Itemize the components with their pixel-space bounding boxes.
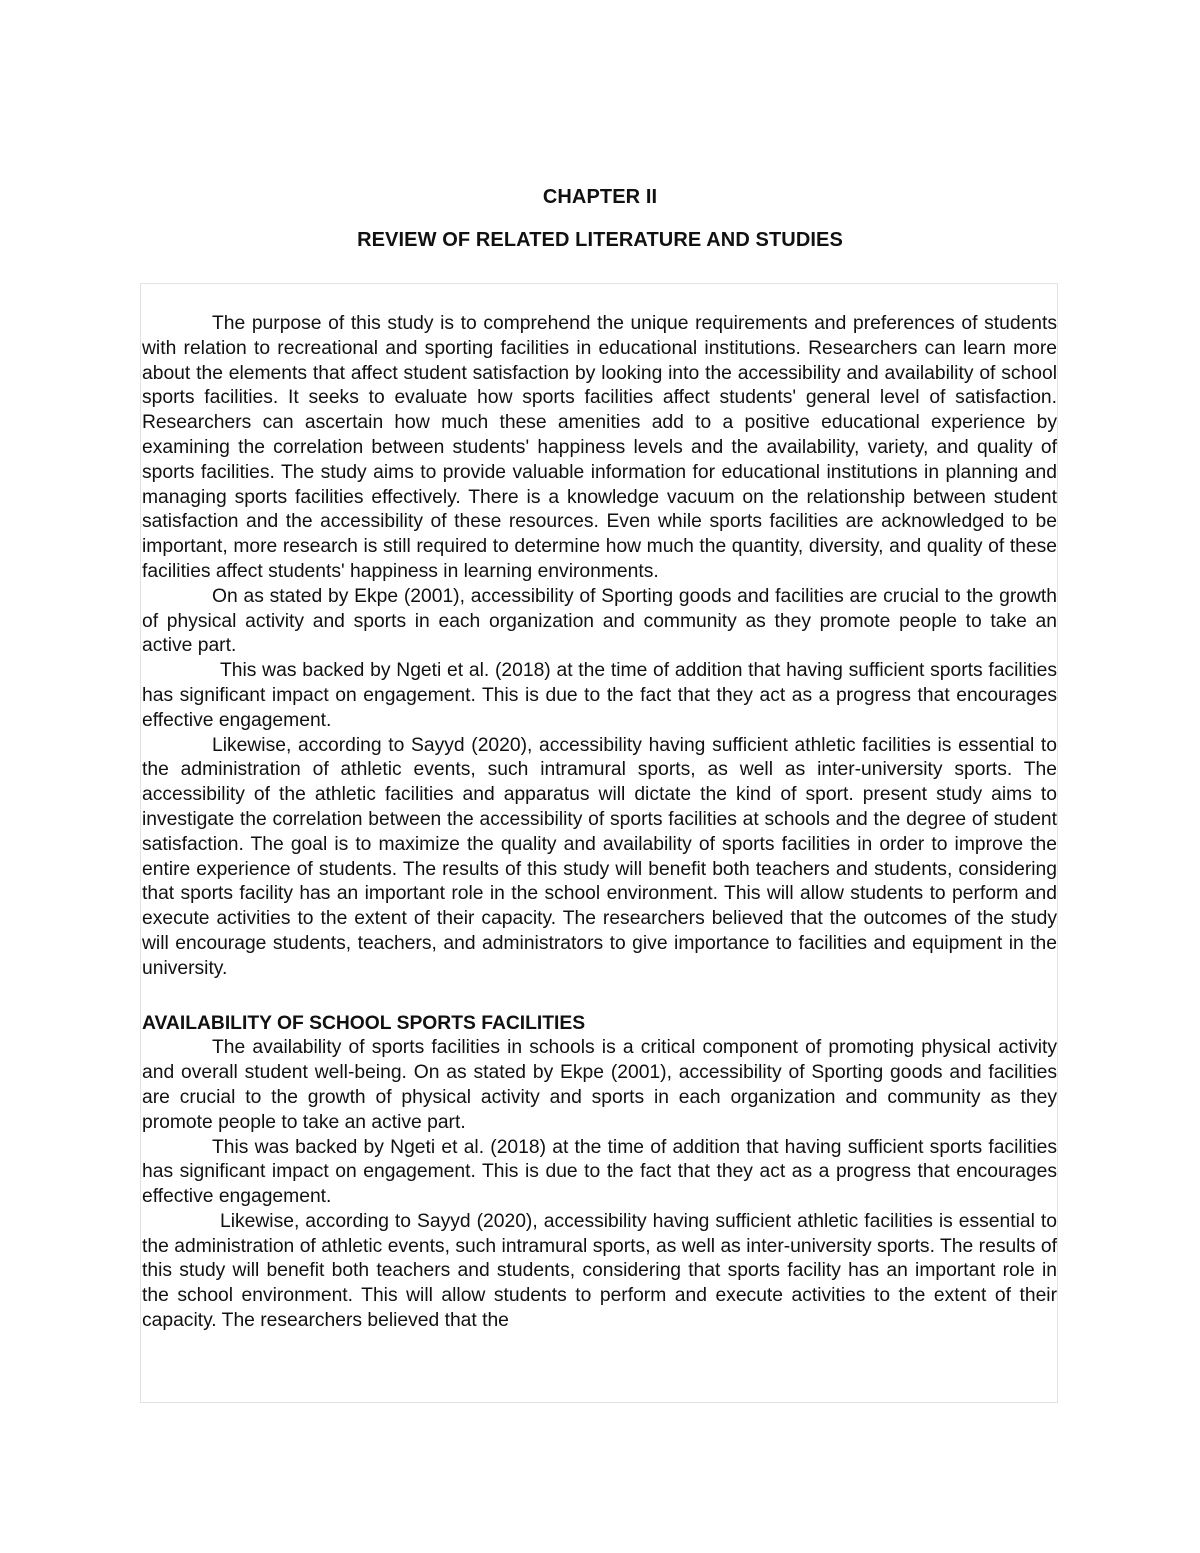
- chapter-number: CHAPTER II: [542, 186, 658, 208]
- section-paragraph-2: This was backed by Ngeti et al. (2018) at the time of addition that having sufficient sports facilities has significant impact on engagement. This is due to the fact that they act as a progress that encourages effective engagement.: [142, 1136, 1057, 1208]
- intro-paragraph-3: This was backed by Ngeti et al. (2018) at the time of addition that having sufficient sports facilities has significant impact on engagement. This is due to the fact that they act as a progress that encourages effective engagement.: [142, 660, 1057, 731]
- section-heading-availability: AVAILABILITY OF SCHOOL SPORTS FACILITIES: [142, 1012, 586, 1034]
- intro-paragraph-2: On as stated by Ekpe (2001), accessibility of Sporting goods and facilities are crucial to the growth of physical activity and sports in each organization and community as they promote people to take an active part.: [142, 585, 1057, 657]
- intro-paragraph-4: Likewise, according to Sayyd (2020), accessibility having sufficient athletic facilities is essential to the administration of athletic events, such intramural sports, as well as inter-university sports. The accessibility of the athletic facilities and apparatus will dictate the kind of sport. present study aims to investigate the correlation between the accessibility of sports facilities at schools and the degree of student satisfaction. The goal is to maximize the quality and availability of sports facilities in order to improve the entire experience of students. The results of this study will benefit both teachers and students, considering that sports facility has an important role in the school environment. This will allow students to perform and execute activities to the extent of their capacity. The researchers believed that the outcomes of the study will encourage students, teachers, and administrators to give importance to facilities and equipment in the university.: [142, 734, 1057, 979]
- section-paragraph-3: Likewise, according to Sayyd (2020), accessibility having sufficient athletic facilities is essential to the administration of athletic events, such intramural sports, as well as inter-university sports. The results of this study will benefit both teachers and students, considering that sports facility has an important role in the school environment. This will allow students to perform and execute activities to the extent of their capacity. The researchers believed that the: [142, 1210, 1057, 1332]
- body-text: [142, 312, 1057, 1334]
- section-paragraph-1: The availability of sports facilities in schools is a critical component of promoting physical activity and overall student well-being. On as stated by Ekpe (2001), accessibility of Sporting goods and facilities are crucial to the growth of physical activity and sports in each organization and community as they promote people to take an active part.: [142, 1037, 1057, 1133]
- content-frame: [140, 283, 1058, 1403]
- chapter-title: REVIEW OF RELATED LITERATURE AND STUDIES: [357, 229, 843, 251]
- intro-paragraph-1: The purpose of this study is to comprehend the unique requirements and preferences of students with relation to recreational and sporting facilities in educational institutions. Researchers can learn more about the elements that affect student satisfaction by looking into the accessibility and availability of school sports facilities. It seeks to evaluate how sports facilities affect students' general level of satisfaction. Researchers can ascertain how much these amenities add to a positive educational experience by examining the correlation between students' happiness levels and the availability, variety, and quality of sports facilities. The study aims to provide valuable information for educational institutions in planning and managing sports facilities effectively. There is a knowledge vacuum on the relationship between student satisfaction and the accessibility of these resources. Even while sports facilities are acknowledged to be important, more research is still required to determine how much the quantity, diversity, and quality of these facilities affect students' happiness in learning environments.: [142, 313, 1057, 582]
